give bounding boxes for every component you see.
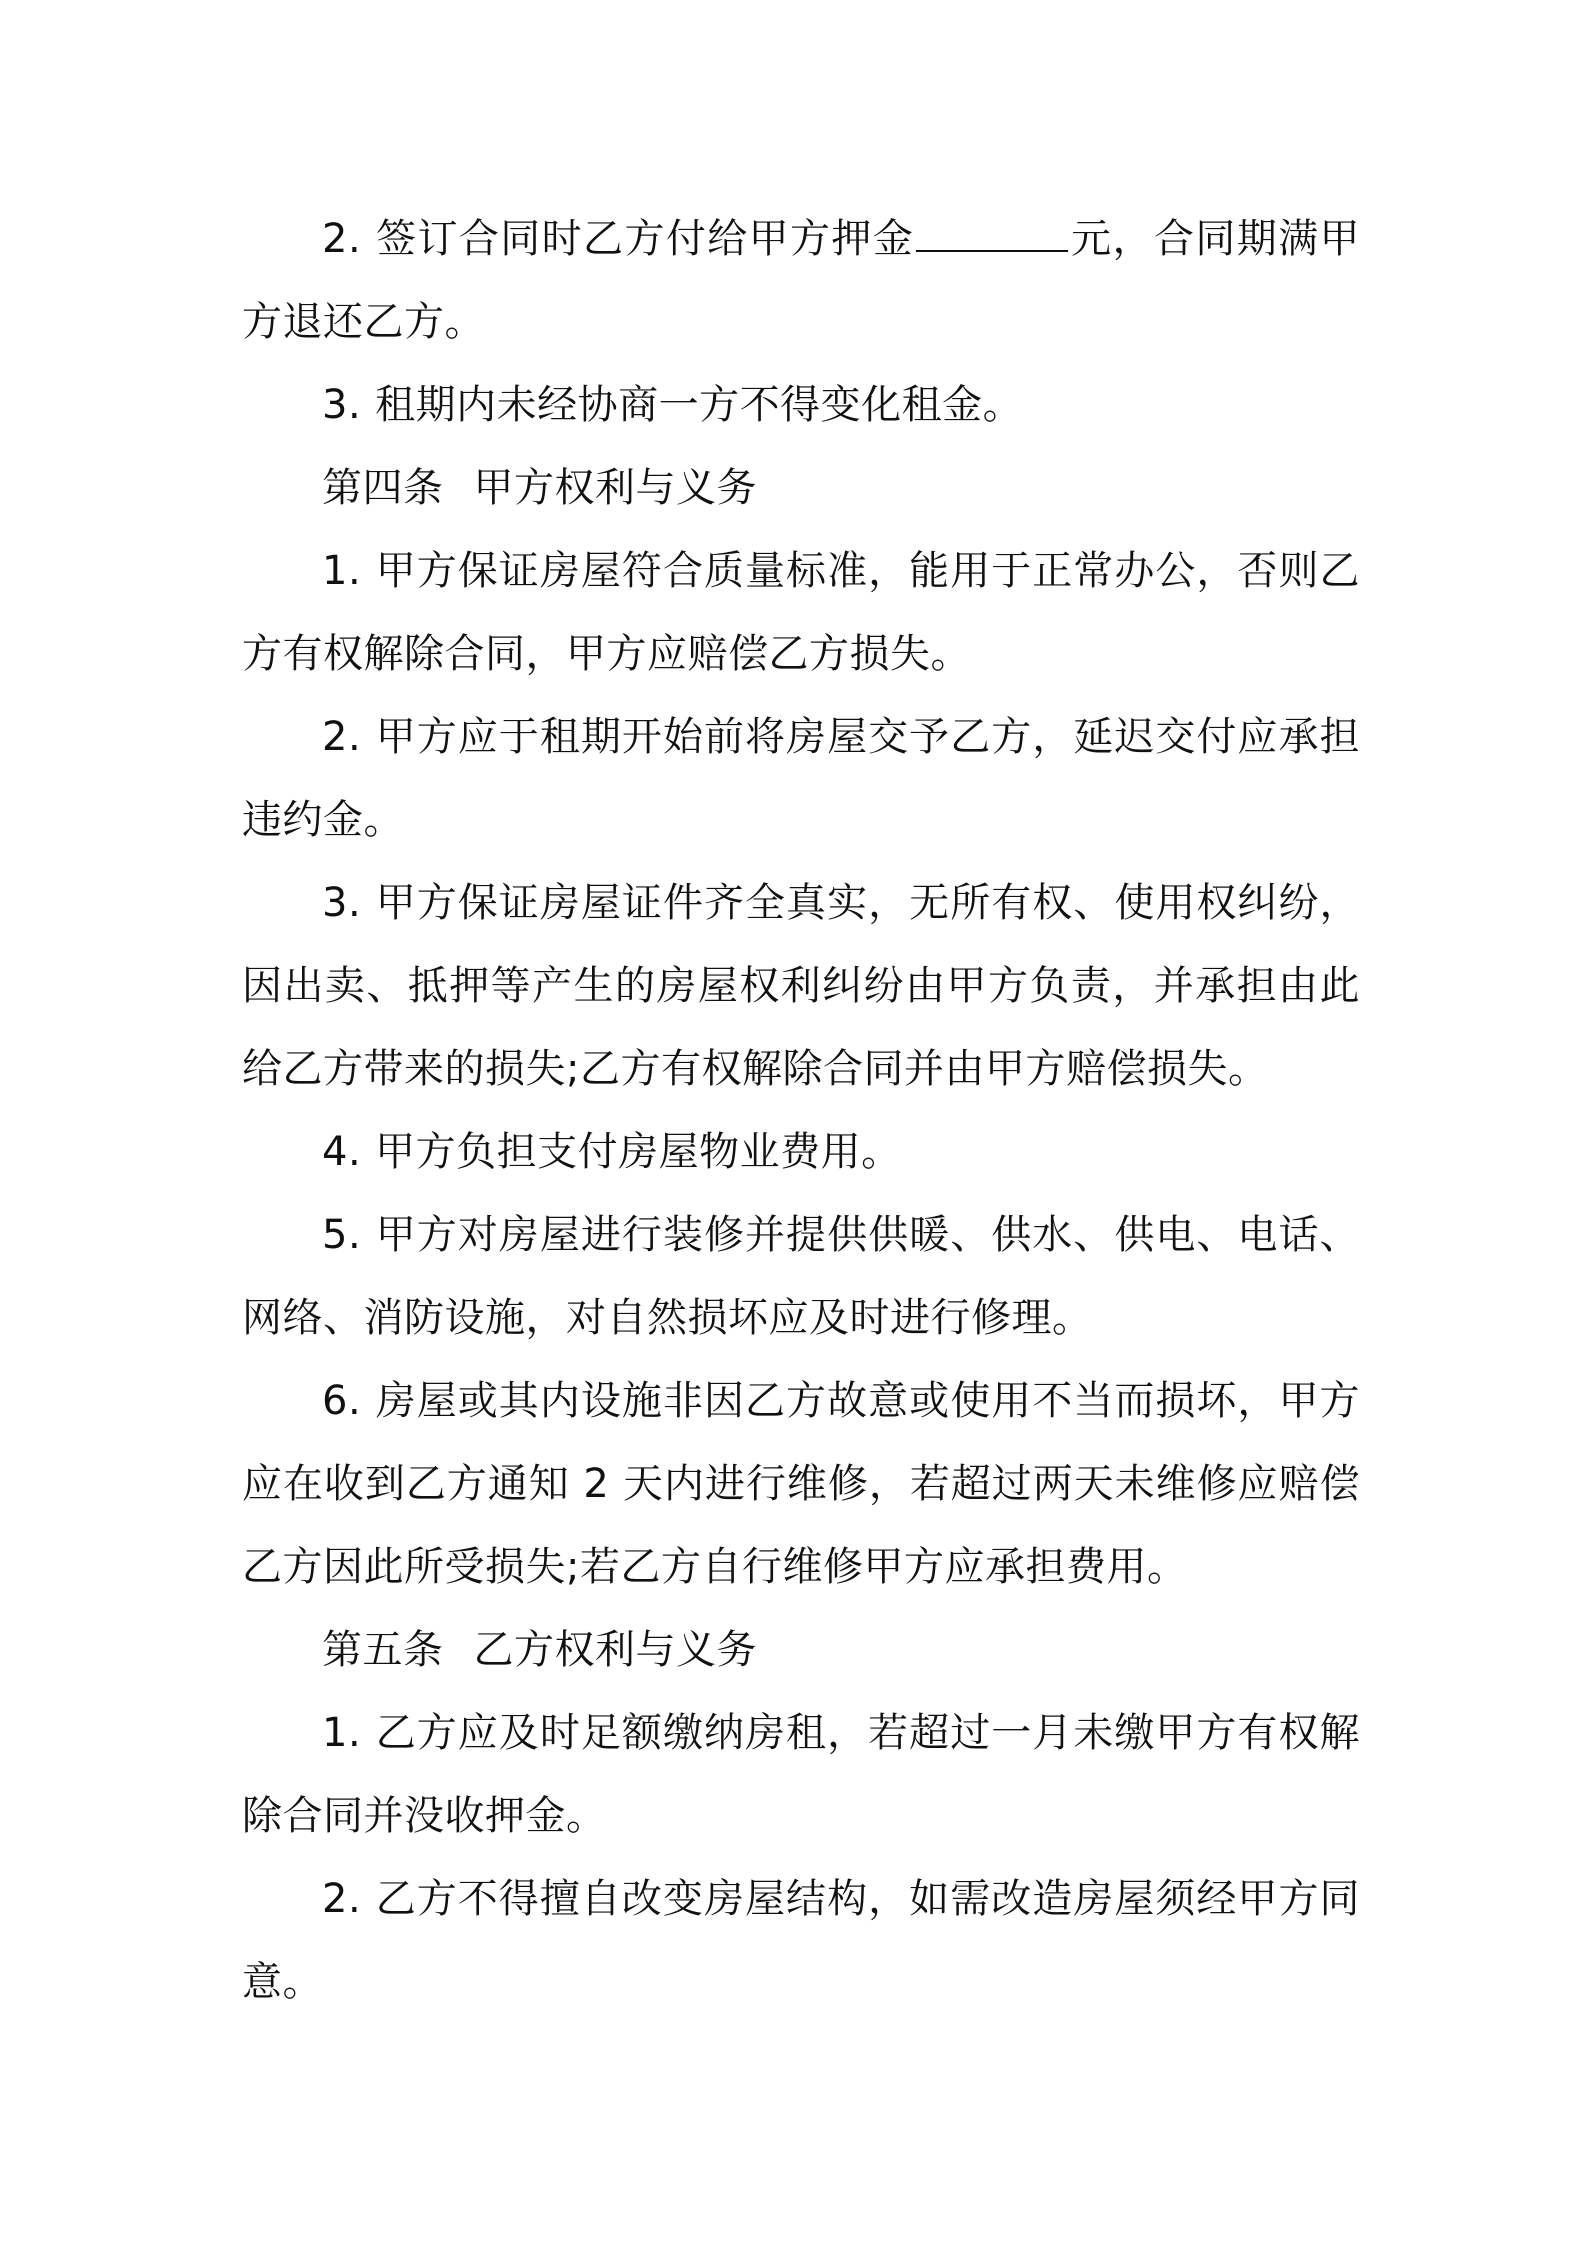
clause-4-item-5: [242, 1194, 1360, 1360]
item-text-before-blank: 签订合同时乙方付给甲方押金: [375, 216, 915, 262]
item-text: 甲方对房屋进行装修并提供供暖、供水、供电、电话、网络、消防设施，对自然损坏应及时进行修理。: [242, 1212, 1360, 1341]
item-text-after-blank: 元，合同期满甲方退还乙方。: [242, 216, 1361, 345]
clause-4-item-3: [242, 862, 1360, 1111]
item-number: 3.: [322, 382, 362, 428]
clause-label: 第五条: [322, 1627, 444, 1673]
clause-4-heading: [242, 447, 1360, 530]
clause-5-item-1: [242, 1692, 1360, 1858]
clause-4-item-4: [242, 1111, 1360, 1194]
deposit-amount-blank: [916, 220, 1068, 252]
item-text: 乙方不得擅自改变房屋结构，如需改造房屋须经甲方同意。: [242, 1876, 1360, 2005]
clause-3-item-2: [242, 198, 1360, 364]
clause-title: 甲方权利与义务: [473, 465, 757, 511]
clause-5-item-2: [242, 1858, 1360, 2024]
clause-title: 乙方权利与义务: [473, 1627, 757, 1673]
clause-4-item-2: [242, 696, 1360, 862]
item-number: 4.: [322, 1129, 362, 1175]
item-text: 甲方保证房屋符合质量标准，能用于正常办公，否则乙方有权解除合同，甲方应赔偿乙方损失。: [242, 548, 1360, 677]
item-number: 5.: [322, 1212, 362, 1258]
item-text: 甲方应于租期开始前将房屋交予乙方，延迟交付应承担违约金。: [242, 714, 1360, 843]
clause-3-item-3: [242, 364, 1360, 447]
item-text: 甲方负担支付房屋物业费用。: [375, 1129, 902, 1175]
document-body: [242, 198, 1360, 2024]
item-number: 3.: [322, 880, 362, 926]
item-text: 房屋或其内设施非因乙方故意或使用不当而损坏，甲方应在收到乙方通知 2 天内进行维修，若超过两天未维修应赔偿乙方因此所受损失;若乙方自行维修甲方应承担费用。: [242, 1378, 1360, 1590]
clause-5-heading: [242, 1609, 1360, 1692]
clause-4-item-1: [242, 530, 1360, 696]
clause-label: 第四条: [322, 465, 444, 511]
item-number: 1.: [322, 548, 362, 594]
item-number: 2.: [322, 216, 362, 262]
item-number: 6.: [322, 1378, 362, 1424]
item-text: 甲方保证房屋证件齐全真实，无所有权、使用权纠纷，因出卖、抵押等产生的房屋权利纠纷由甲方负责，并承担由此给乙方带来的损失;乙方有权解除合同并由甲方赔偿损失。: [242, 880, 1360, 1092]
item-text: 乙方应及时足额缴纳房租，若超过一月未缴甲方有权解除合同并没收押金。: [242, 1710, 1360, 1839]
clause-4-item-6: [242, 1360, 1360, 1609]
item-text: 租期内未经协商一方不得变化租金。: [375, 382, 1024, 428]
item-number: 1.: [322, 1710, 362, 1756]
item-number: 2.: [322, 714, 362, 760]
item-number: 2.: [322, 1876, 362, 1922]
